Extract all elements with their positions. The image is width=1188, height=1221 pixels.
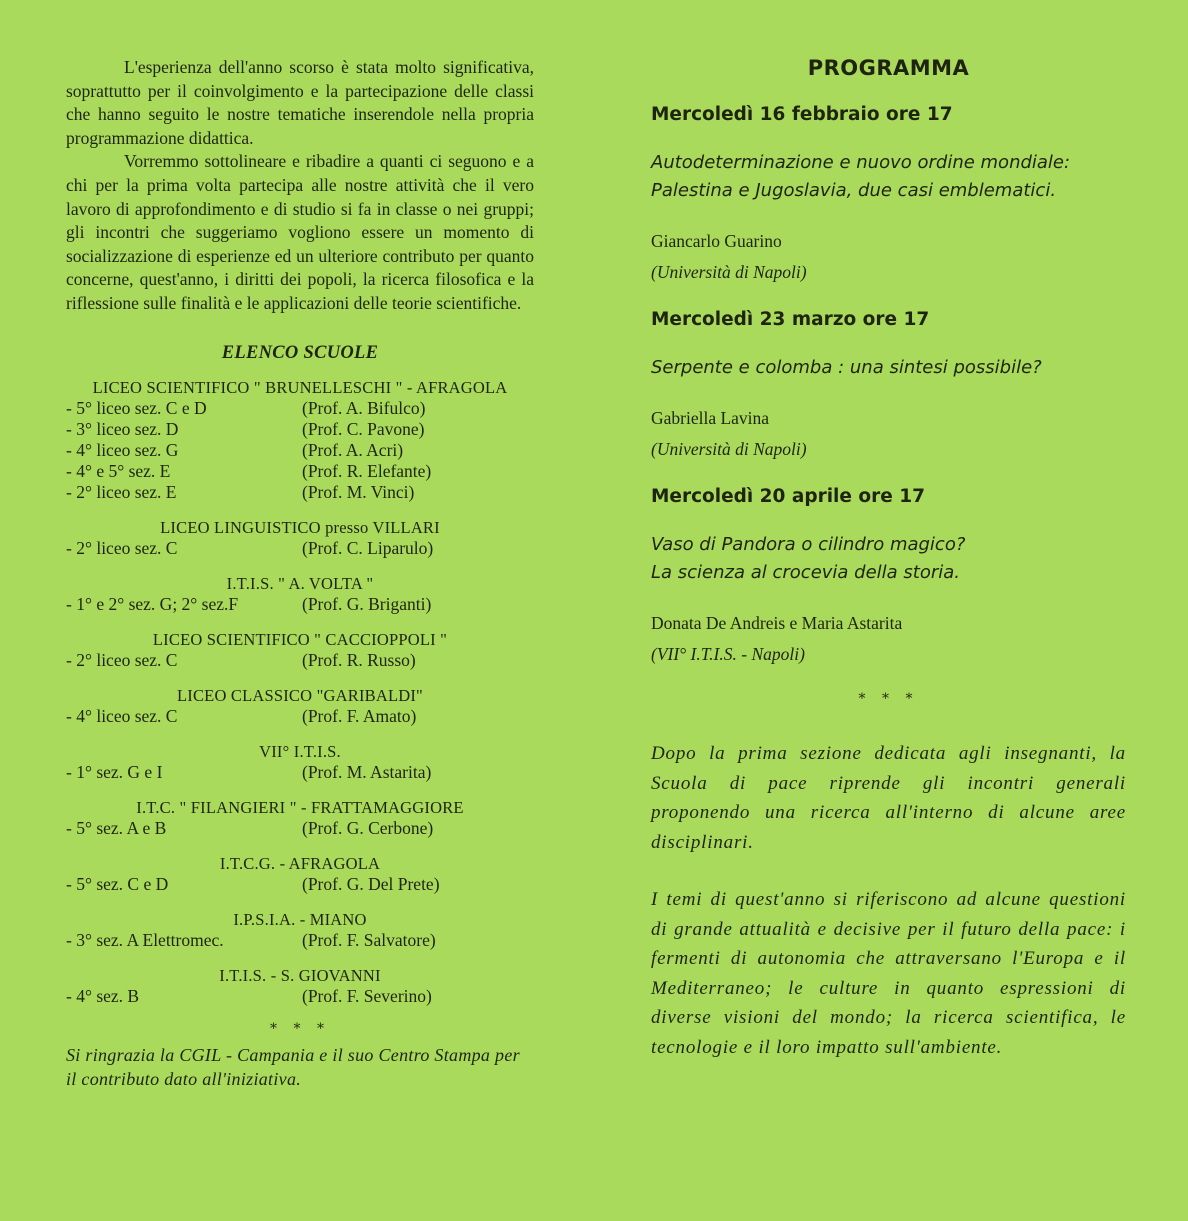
class-row [66,874,534,895]
class-section: - 4° e 5° sez. E [66,460,171,481]
school-name: I.T.I.S. - S. GIOVANNI [219,965,381,985]
class-section: - 3° sez. A Elettromec. [66,929,224,950]
class-teacher: (Prof. C. Pavone) [302,418,425,439]
left-separator-stars: * * * [270,1020,330,1037]
class-row [66,818,534,839]
event-speaker: Giancarlo Guarino [651,231,782,251]
class-section: - 4° liceo sez. G [66,439,179,460]
closing-text [651,739,1126,1062]
class-row [66,762,534,783]
class-section: - 5° liceo sez. C e D [66,397,207,418]
class-section: - 3° liceo sez. D [66,418,179,439]
program-title: PROGRAMMA [807,56,970,80]
school-block [66,629,534,671]
class-teacher: (Prof. M. Astarita) [302,761,432,782]
class-section: - 1° e 2° sez. G; 2° sez.F [66,593,239,614]
program-event [651,486,1126,669]
class-row [66,706,534,727]
closing-paragraph-1: Dopo la prima sezione dedicata agli insegnanti, la Scuola di pace riprende gli incontri generali proponendo una ricerca all'interno di alcune aree disciplinari. [651,743,1126,853]
event-speaker: Donata De Andreis e Maria Astarita [651,613,903,633]
event-title-line: Serpente e colomba : una sintesi possibile? [651,357,1042,378]
event-date: Mercoledì 16 febbraio ore 17 [651,104,953,125]
class-teacher: (Prof. G. Del Prete) [302,873,440,894]
class-row [66,930,534,951]
school-name: I.T.C. " FILANGIERI " - FRATTAMAGGIORE [136,797,464,817]
class-row [66,482,534,503]
class-section: - 2° liceo sez. E [66,481,177,502]
class-section: - 4° sez. B [66,985,140,1006]
class-row [66,594,534,615]
class-teacher: (Prof. F. Salvatore) [302,929,436,950]
school-block [66,965,534,1007]
school-name: I.P.S.I.A. - MIANO [233,909,367,929]
school-block [66,685,534,727]
school-block [66,517,534,559]
program-event [651,309,1126,464]
class-section: - 2° liceo sez. C [66,537,178,558]
school-block [66,741,534,783]
class-teacher: (Prof. F. Severino) [302,985,432,1006]
class-row [66,650,534,671]
class-teacher: (Prof. C. Liparulo) [302,537,434,558]
right-separator-stars: * * * [858,691,919,707]
event-affiliation: (Università di Napoli) [651,439,807,459]
event-speaker: Gabriella Lavina [651,408,770,428]
school-name: LICEO SCIENTIFICO " BRUNELLESCHI " - AFRAGOLA [92,377,508,397]
school-name: I.T.I.S. " A. VOLTA " [226,573,374,593]
intro-text [66,56,534,316]
school-name: I.T.C.G. - AFRAGOLA [219,853,381,873]
school-name: LICEO CLASSICO "GARIBALDI" [176,685,423,705]
event-title-line: Autodeterminazione e nuovo ordine mondiale: [651,152,1071,173]
event-title [651,531,1126,587]
event-date: Mercoledì 23 marzo ore 17 [651,309,930,330]
school-block [66,909,534,951]
class-teacher: (Prof. R. Russo) [302,649,416,670]
class-row [66,398,534,419]
class-row [66,461,534,482]
intro-paragraph-1: L'esperienza dell'anno scorso è stata molto significativa, soprattutto per il coinvolgimento e la partecipazione delle classi che hanno seguito le nostre tematiche inserendole nella propria programmazione didattica. [66,57,534,148]
school-block [66,377,534,503]
class-row [66,419,534,440]
class-teacher: (Prof. G. Cerbone) [302,817,434,838]
event-affiliation: (VII° I.T.I.S. - Napoli) [651,644,805,664]
event-affiliation: (Università di Napoli) [651,262,807,282]
right-column [651,56,1126,1090]
class-teacher: (Prof. R. Elefante) [302,460,432,481]
event-title-line: Palestina e Jugoslavia, due casi emblematici. [651,180,1057,201]
class-section: - 5° sez. A e B [66,817,167,838]
class-teacher: (Prof. A. Bifulco) [302,397,426,418]
class-teacher: (Prof. G. Briganti) [302,593,432,614]
intro-paragraph-2: Vorremmo sottolineare e ribadire a quanti ci seguono e a chi per la prima volta partecipa alle nostre attività che il vero lavoro di approfondimento e di studio si fa in classe o nei gruppi; gli incontri che suggeriamo vogliono essere un momento di socializzazione di esperienze ed un ulteriore contributo per quanto concerne, quest'anno, i diritti dei popoli, la ricerca filosofica e la riflessione sulle finalità e le applicazioni delle teorie scientifiche. [66,151,534,313]
schools-heading: ELENCO SCUOLE [221,342,379,363]
school-name: VII° I.T.I.S. [259,741,341,761]
event-title [651,149,1126,205]
school-name: LICEO SCIENTIFICO " CACCIOPPOLI " [152,629,448,649]
acknowledgement: Si ringrazia la CGIL - Campania e il suo Centro Stampa per il contributo dato all'iniziativa. [66,1044,520,1089]
school-block [66,853,534,895]
class-teacher: (Prof. M. Vinci) [302,481,415,502]
class-teacher: (Prof. F. Amato) [302,705,417,726]
class-teacher: (Prof. A. Acri) [302,439,404,460]
class-section: - 5° sez. C e D [66,873,169,894]
event-title [651,354,1126,382]
class-row [66,986,534,1007]
left-column [66,56,534,1091]
class-row [66,538,534,559]
closing-paragraph-2: I temi di quest'anno si riferiscono ad alcune questioni di grande attualità e decisive per il futuro della pace: i fermenti di autonomia che attraversano l'Europa e il Mediterraneo; le culture in quanto espressioni di diverse visioni del mondo; la ricerca scientifica, le tecnologie e il loro impatto sull'ambiente. [651,889,1126,1058]
schools-list [66,377,534,1007]
class-section: - 2° liceo sez. C [66,649,178,670]
class-section: - 1° sez. G e I [66,761,163,782]
class-section: - 4° liceo sez. C [66,705,178,726]
event-title-line: La scienza al crocevia della storia. [651,562,961,583]
event-title-line: Vaso di Pandora o cilindro magico? [651,534,966,555]
event-date: Mercoledì 20 aprile ore 17 [651,486,925,507]
program-event [651,104,1126,287]
school-block [66,797,534,839]
school-block [66,573,534,615]
events-list [651,104,1126,669]
class-row [66,440,534,461]
school-name: LICEO LINGUISTICO presso VILLARI [160,517,440,537]
